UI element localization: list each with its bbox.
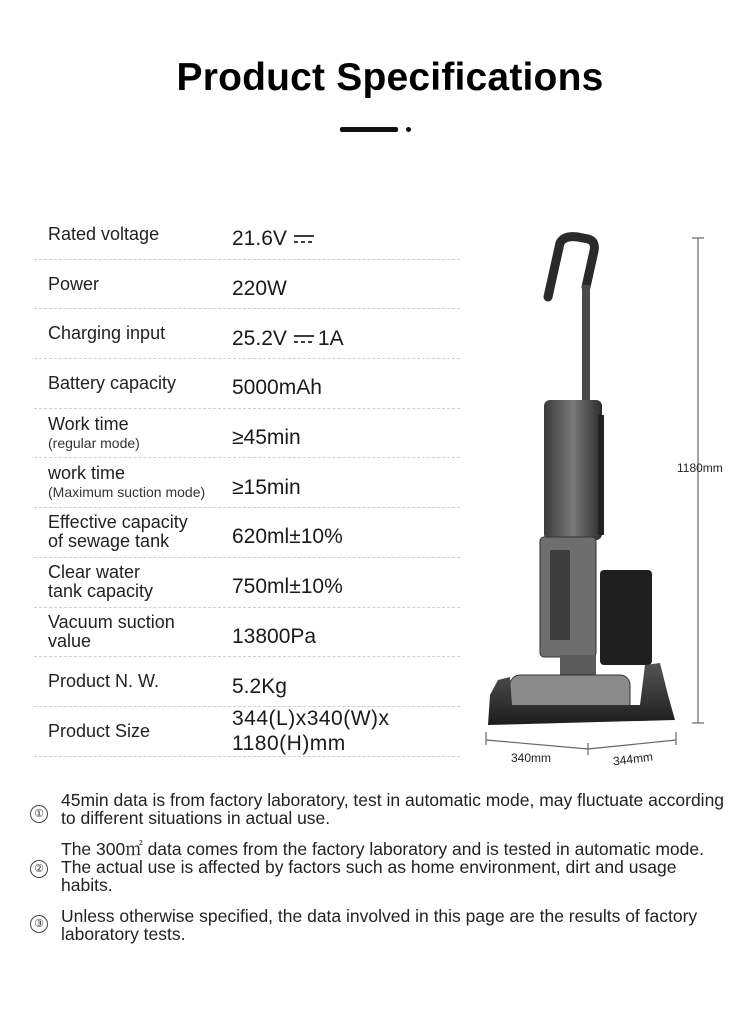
spec-value-line: 1180(H)mm xyxy=(232,732,346,756)
spec-row xyxy=(34,409,460,459)
spec-value-text: 21.6V xyxy=(232,227,287,251)
height-dimension-line xyxy=(692,238,704,723)
spec-value-line: 344(L)x340(W)x xyxy=(232,707,390,731)
spec-label-line: Vacuum suction xyxy=(48,611,175,632)
spec-value xyxy=(232,260,460,309)
spec-label-line: tank capacity xyxy=(48,581,154,602)
spec-value xyxy=(232,210,460,259)
footnote-number: ③ xyxy=(30,915,48,933)
spec-value xyxy=(232,409,460,458)
spec-label-line: value xyxy=(48,630,92,651)
footnote-number: ① xyxy=(30,805,48,823)
spec-row xyxy=(34,558,460,608)
spec-value xyxy=(232,309,460,358)
footnote-3 xyxy=(28,907,728,943)
spec-label-line: of sewage tank xyxy=(48,531,170,552)
spec-label xyxy=(48,309,228,358)
spec-label-subtitle: (regular mode) xyxy=(48,434,140,451)
spec-row xyxy=(34,260,460,310)
charging-dock xyxy=(600,570,652,665)
spec-label-line: Product N. W. xyxy=(48,671,160,692)
footnote-1 xyxy=(28,791,728,827)
spec-value-text: 5.2Kg xyxy=(232,674,287,698)
spec-label-line: Effective capacity xyxy=(48,512,188,533)
width-dimension-label: 340mm xyxy=(511,751,552,765)
footnote-text: 45min data is from factory laboratory, test in automatic mode, may fluctuate according to different situations in actual use. xyxy=(61,790,725,828)
page-title: Product Specifications xyxy=(176,56,604,99)
spec-label xyxy=(48,707,228,756)
spec-value xyxy=(232,558,460,607)
spec-value xyxy=(232,657,460,706)
title-underline-dot xyxy=(406,127,411,132)
main-body xyxy=(544,400,602,540)
spec-value-text: ≥45min xyxy=(232,426,301,450)
spec-label xyxy=(48,210,228,259)
spec-row xyxy=(34,309,460,359)
spec-label xyxy=(48,657,228,706)
spec-value-text: 13800Pa xyxy=(232,624,317,648)
spec-value xyxy=(232,508,460,557)
spec-value xyxy=(232,359,460,408)
spec-row xyxy=(34,458,460,508)
title-underline xyxy=(340,127,420,135)
spec-label-line: Work time xyxy=(48,413,129,434)
spec-label-subtitle: (Maximum suction mode) xyxy=(48,484,206,501)
dc-current-icon xyxy=(293,333,315,345)
spec-value-text: 5000mAh xyxy=(232,376,322,400)
spec-row xyxy=(34,657,460,707)
spec-label-line: Product Size xyxy=(48,720,151,741)
spec-label xyxy=(48,558,228,607)
footnote-text: Unless otherwise specified, the data involved in this page are the results of factory laboratory tests. xyxy=(61,906,698,944)
spec-value-text: ≥15min xyxy=(232,475,301,499)
spec-row xyxy=(34,359,460,409)
dc-current-icon xyxy=(293,233,315,245)
spec-row xyxy=(34,508,460,558)
vacuum-cleaner-illustration xyxy=(480,225,750,780)
spec-label-line: Rated voltage xyxy=(48,223,160,244)
height-dimension-label: 1180mm xyxy=(677,461,723,475)
spec-label xyxy=(48,260,228,309)
spec-value xyxy=(232,707,460,756)
depth-dimension-label: 344mm xyxy=(612,749,654,769)
spec-label-line: Clear water xyxy=(48,562,141,583)
spec-value xyxy=(232,608,460,657)
spec-value-suffix: 1A xyxy=(317,326,344,350)
spec-label-line: Battery capacity xyxy=(48,372,177,393)
spec-row xyxy=(34,210,460,260)
spec-label-line: Power xyxy=(48,273,100,294)
spec-label-line: work time xyxy=(48,463,126,484)
spec-value-text: 220W xyxy=(232,277,287,301)
title-underline-bar xyxy=(340,127,398,132)
spec-value-text: 620ml±10% xyxy=(232,525,343,549)
spec-label xyxy=(48,508,228,557)
spec-value-text: 25.2V xyxy=(232,326,287,350)
spec-row xyxy=(34,608,460,658)
spec-label xyxy=(48,458,228,507)
spec-label xyxy=(48,608,228,657)
spec-label xyxy=(48,409,228,458)
spec-label xyxy=(48,359,228,408)
footnote-text: The 300㎡ data comes from the factory laboratory and is tested in automatic mode. The actual use is affected by factors such as home environment, dirt and usage habits. xyxy=(61,839,704,895)
footnote-2 xyxy=(28,840,728,894)
spec-value xyxy=(232,458,460,507)
spec-label-line: Charging input xyxy=(48,323,166,344)
footnote-number: ② xyxy=(30,860,48,878)
spec-value-text: 750ml±10% xyxy=(232,575,343,599)
spec-row xyxy=(34,707,460,757)
spec-table xyxy=(34,210,460,757)
pole xyxy=(582,285,590,410)
